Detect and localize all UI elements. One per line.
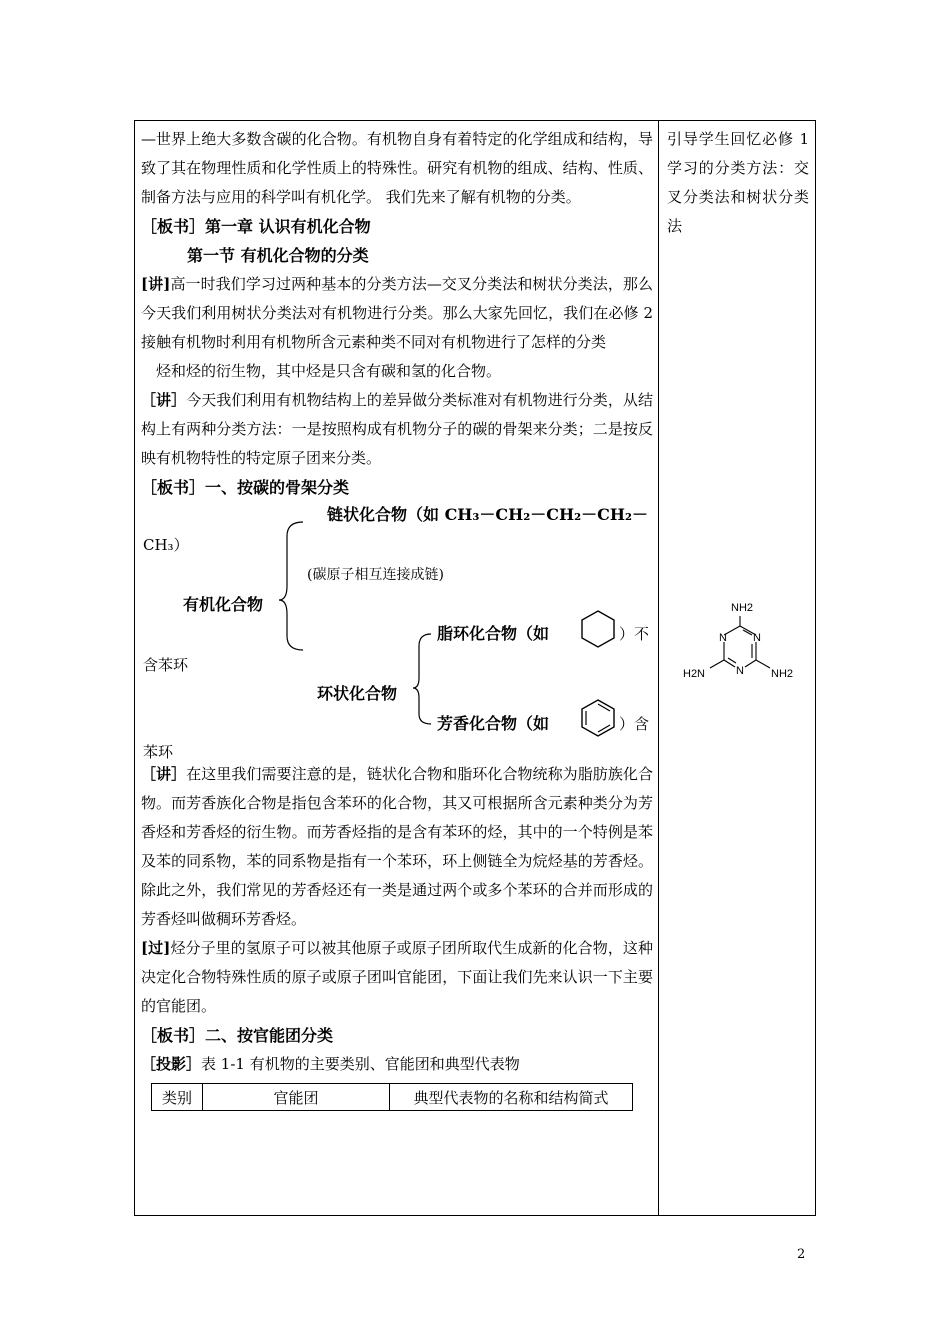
projection-tag: ［投影］ xyxy=(141,1055,202,1073)
benzene-icon xyxy=(582,700,614,736)
lecture-paragraph-1 xyxy=(141,270,653,357)
transition-paragraph xyxy=(141,934,653,1021)
alicyclic-label: 脂环化合物（如 xyxy=(437,624,550,643)
cyclic-compound-label: 环状化合物 xyxy=(317,684,398,703)
aromatic-close: ）含 xyxy=(619,715,650,733)
alicyclic-close: ）不 xyxy=(619,625,650,643)
chain-compound-label: 链状化合物（如 CH₃－CH₂－CH₂－CH₂－ xyxy=(327,505,649,524)
main-brace xyxy=(279,522,303,650)
alicyclic-note: 含苯环 xyxy=(143,656,189,674)
main-column xyxy=(141,125,653,1111)
transition-tag: [过] xyxy=(141,939,171,957)
page-number: 2 xyxy=(797,1247,806,1262)
lecture-text-1: 高一时我们学习过两种基本的分类方法—交叉分类法和树状分类法，那么今天我们利用树状分类法对有机物进行分类。那么大家先回忆，我们在必修 2 接触有机物时利用有机物所含元素种类不同对有机物进行了怎样的分类 xyxy=(141,275,653,351)
lecture-tag-3: ［讲］ xyxy=(141,765,187,783)
board-heading-carbon-skeleton: ［板书］一、按碳的骨架分类 xyxy=(141,478,350,497)
functional-group-table xyxy=(151,1083,633,1111)
column-divider xyxy=(658,121,659,1215)
lecture-paragraph-3 xyxy=(141,760,653,934)
side-column xyxy=(667,125,809,241)
transition-text: 烃分子里的氢原子可以被其他原子或原子团所取代生成新的化合物，这种决定化合物特殊性质的原子或原子团叫官能团，下面让我们先来认识一下主要的官能团。 xyxy=(141,939,653,1015)
header-functional-group: 官能团 xyxy=(203,1084,390,1111)
lecture-paragraph-2 xyxy=(141,386,653,473)
cyclic-brace xyxy=(413,634,431,724)
aromatic-note: 苯环 xyxy=(143,743,174,761)
answer-paragraph: 烃和烃的衍生物，其中烃是只含有碳和氢的化合物。 xyxy=(156,362,502,380)
projection-text: 表 1-1 有机物的主要类别、官能团和典型代表物 xyxy=(201,1055,520,1073)
board-heading-section: 第一节 有机化合物的分类 xyxy=(187,246,369,265)
root-organic-compound: 有机化合物 xyxy=(183,595,264,614)
mol-label-top-nh2: NH2 xyxy=(731,602,754,614)
chain-note: (碳原子相互连接成链) xyxy=(307,567,444,583)
intro-paragraph: —世界上绝大多数含碳的化合物。有机物自身有着特定的化学组成和结构，导致了其在物理性质和化学性质上的特殊性。研究有机物的组成、结构、性质、制备方法与应用的科学叫有机化学。 我们先来了解有机物的分类。 xyxy=(141,130,653,206)
mol-label-n-left: N xyxy=(719,632,727,644)
board-heading-functional-group: ［板书］二、按官能团分类 xyxy=(141,1026,334,1045)
aromatic-label: 芳香化合物（如 xyxy=(437,714,550,733)
lesson-table xyxy=(134,120,816,1216)
chain-compound-continuation: CH₃） xyxy=(143,536,189,554)
header-representative: 典型代表物的名称和结构简式 xyxy=(390,1084,633,1111)
table-header-row xyxy=(152,1084,633,1111)
mol-label-right-nh2: NH2 xyxy=(771,668,794,680)
classification-tree xyxy=(141,502,653,760)
mol-label-n-right: N xyxy=(753,632,761,644)
mol-label-left-h2n: H2N xyxy=(683,668,706,680)
lecture-tag: [讲] xyxy=(141,275,171,293)
header-category: 类别 xyxy=(152,1084,203,1111)
lecture-text-2: 今天我们利用有机物结构上的差异做分类标准对有机物进行分类，从结构上有两种分类方法：一是按照构成有机物分子的碳的骨架来分类；二是按反映有机物特性的特定原子团来分类。 xyxy=(141,391,653,467)
cyclohexane-icon xyxy=(582,611,614,647)
teaching-note: 引导学生回忆必修 1 学习的分类方法：交叉分类法和树状分类法 xyxy=(667,130,809,235)
mol-label-n-bottom: N xyxy=(736,665,744,677)
tree-braces xyxy=(141,502,653,760)
board-heading-chapter: ［板书］第一章 认识有机化合物 xyxy=(141,217,371,236)
melamine-structure-icon xyxy=(665,596,815,706)
lecture-text-3: 在这里我们需要注意的是，链状化合物和脂环化合物统称为脂肪族化合物。而芳香族化合物是指包含苯环的化合物，其又可根据所含元素种类分为芳香烃和芳香烃的衍生物。而芳香烃指的是含有苯环的烃，其中的一个特例是苯及苯的同系物，苯的同系物是指有一个苯环，环上侧链全为烷烃基的芳香烃。除此之外，我们常见的芳香烃还有一类是通过两个或多个苯环的合并而形成的芳香烃叫做稠环芳香烃。 xyxy=(141,765,653,928)
projection-line xyxy=(141,1050,653,1079)
lecture-tag-2: ［讲］ xyxy=(141,391,187,409)
